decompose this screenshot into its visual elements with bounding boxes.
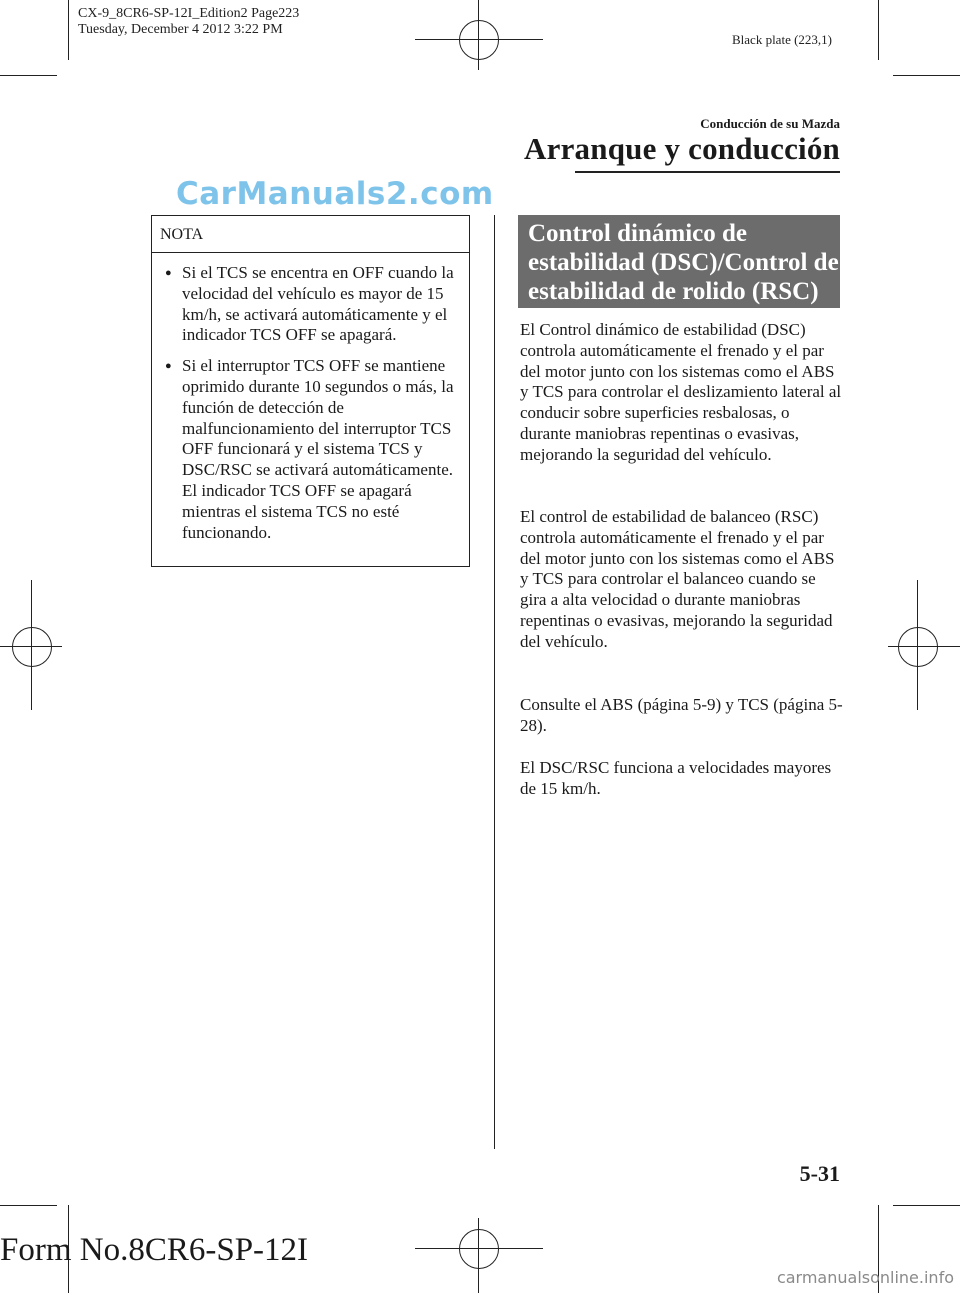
crop-mark bbox=[878, 0, 879, 60]
bullet-icon: ● bbox=[165, 360, 172, 373]
list-item bbox=[152, 263, 469, 346]
registration-line bbox=[415, 39, 543, 40]
crop-mark bbox=[68, 0, 69, 60]
column-divider bbox=[494, 215, 495, 1149]
registration-target-icon bbox=[459, 20, 499, 60]
paragraph: Consulte el ABS (página 5-9) y TCS (página 5-28). bbox=[520, 695, 843, 735]
crop-mark bbox=[0, 1205, 57, 1206]
header-rule bbox=[575, 171, 840, 173]
registration-line bbox=[415, 1248, 543, 1249]
registration-line bbox=[888, 646, 960, 647]
chapter-title: Arranque y conducción bbox=[524, 131, 840, 166]
plate-label: Black plate (223,1) bbox=[732, 32, 832, 47]
crop-mark bbox=[893, 75, 960, 76]
crop-mark bbox=[893, 1205, 960, 1206]
section-heading: Control dinámico de estabilidad (DSC)/Control de estabilidad de rolido (RSC) bbox=[518, 215, 840, 308]
registration-target-icon bbox=[12, 627, 52, 667]
registration-target-icon bbox=[459, 1229, 499, 1269]
section-title: Conducción de su Mazda bbox=[700, 116, 840, 131]
paragraph: El DSC/RSC funciona a velocidades mayores de 15 km/h. bbox=[520, 758, 832, 798]
paragraph: El control de estabilidad de balanceo (RSC) controla automáticamente el frenado y el par del motor junto con los sistemas como el ABS y TCS para controlar el balanceo cuando se gira a alta velocidad o durante maniobras repentinas o evasivas, mejorando la seguridad del vehículo. bbox=[520, 507, 835, 651]
bullet-icon: ● bbox=[165, 267, 172, 279]
imprint-line: Tuesday, December 4 2012 3:22 PM bbox=[78, 22, 283, 37]
crop-mark bbox=[0, 75, 57, 76]
paragraph: El Control dinámico de estabilidad (DSC) controla automáticamente el frenado y el par del motor junto con los sistemas como el ABS y TCS para controlar el deslizamiento lateral al conducir sobre superficies resbalosas, o durante maniobras repentinas o evasivas, mejorando la seguridad del vehículo. bbox=[520, 320, 842, 464]
note-list bbox=[152, 263, 469, 553]
registration-line bbox=[917, 580, 918, 710]
registration-line bbox=[478, 0, 479, 70]
note-text: Si el TCS se encentra en OFF cuando la velocidad del vehículo es mayor de 15 km/h, se activará automáticamente y el indicador TCS OFF se apagará. bbox=[182, 263, 454, 345]
watermark-logo: CarManuals2.com bbox=[176, 176, 494, 212]
page-number: 5-31 bbox=[799, 1161, 840, 1186]
form-number: Form No.8CR6-SP-12I bbox=[0, 1232, 309, 1268]
registration-line bbox=[31, 580, 32, 710]
list-item bbox=[152, 356, 469, 543]
note-title: NOTA bbox=[152, 216, 469, 253]
site-watermark: carmanualsonline.info bbox=[776, 1268, 954, 1287]
imprint-line: CX-9_8CR6-SP-12I_Edition2 Page223 bbox=[78, 6, 300, 21]
registration-line bbox=[478, 1218, 479, 1293]
note-text: Si el interruptor TCS OFF se mantiene oprimido durante 10 segundos o más, la función de detección de malfuncionamiento del interruptor TCS OFF funcionará y el sistema TCS y DSC/RSC se activará automáticamente. El indicador TCS OFF se apagará mientras el sistema TCS no esté funcionando. bbox=[182, 356, 454, 542]
print-imprint bbox=[78, 6, 299, 38]
note-box bbox=[151, 215, 470, 567]
registration-target-icon bbox=[898, 627, 938, 667]
